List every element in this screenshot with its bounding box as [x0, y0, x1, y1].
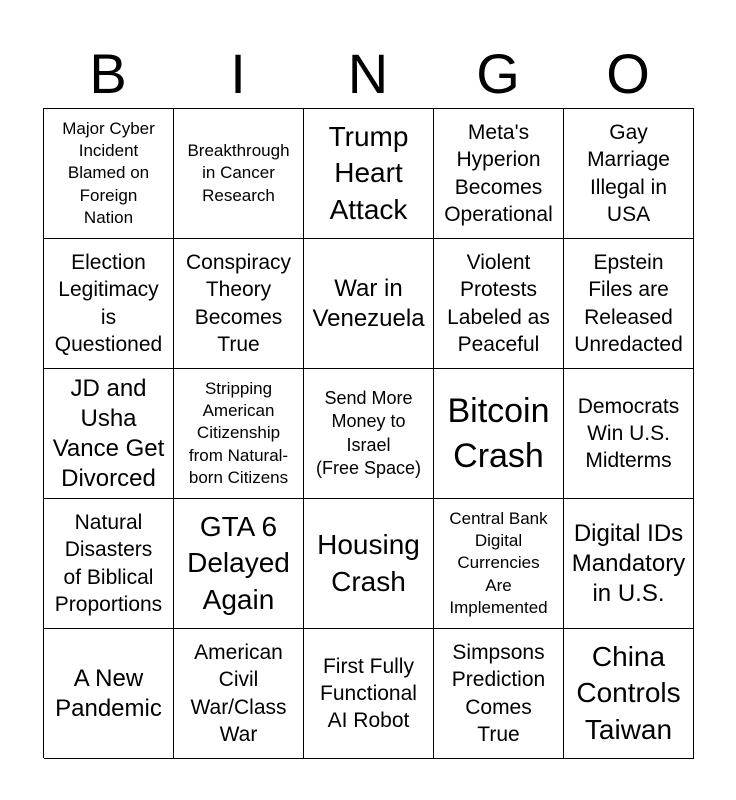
bingo-cell-label: A New Pandemic — [55, 664, 162, 722]
bingo-cell-label: War in Venezuela — [312, 274, 425, 332]
bingo-cell[interactable] — [174, 499, 304, 629]
bingo-cell[interactable] — [44, 629, 174, 759]
header-letter-g: G — [476, 42, 520, 105]
bingo-cell[interactable] — [434, 109, 564, 239]
bingo-cell[interactable] — [304, 109, 434, 239]
bingo-cell-label: Conspiracy Theory Becomes True — [185, 250, 292, 356]
bingo-cell-label: Central Bank Digital Currencies Are Implemented — [449, 509, 548, 617]
bingo-cell-label: Bitcoin Crash — [447, 392, 550, 475]
bingo-board — [43, 108, 694, 758]
bingo-cell-label: Major Cyber Incident Blamed on Foreign Nation — [62, 119, 155, 227]
bingo-cell[interactable] — [304, 629, 434, 759]
bingo-cell-label: Housing Crash — [317, 529, 420, 597]
bingo-cell-label: Digital IDs Mandatory in U.S. — [571, 519, 686, 607]
bingo-cell-label: Violent Protests Labeled as Peaceful — [447, 250, 550, 356]
bingo-cell[interactable] — [434, 239, 564, 369]
bingo-cell-label: American Civil War/Class War — [190, 640, 287, 746]
bingo-cell[interactable] — [44, 239, 174, 369]
bingo-cell-label: Simpsons Prediction Comes True — [451, 640, 546, 746]
header-letter-o: O — [606, 42, 650, 105]
bingo-cell-free-space[interactable] — [304, 369, 434, 499]
bingo-cell[interactable] — [564, 629, 694, 759]
bingo-cell[interactable] — [434, 499, 564, 629]
bingo-cell-label: Natural Disasters of Biblical Proportions — [54, 510, 163, 616]
bingo-cell-label: Meta's Hyperion Becomes Operational — [444, 120, 553, 226]
bingo-cell[interactable] — [44, 369, 174, 499]
bingo-cell-label: Epstein Files are Released Unredacted — [574, 250, 683, 356]
bingo-cell[interactable] — [564, 239, 694, 369]
bingo-cell-label: GTA 6 Delayed Again — [187, 510, 290, 615]
bingo-cell-label: Election Legitimacy is Questioned — [54, 250, 163, 356]
bingo-cell[interactable] — [434, 369, 564, 499]
bingo-cell[interactable] — [174, 369, 304, 499]
bingo-cell-label: Stripping American Citizenship from Natural- born Citizens — [188, 379, 289, 487]
bingo-cell[interactable] — [44, 499, 174, 629]
bingo-header — [43, 40, 693, 108]
bingo-cell[interactable] — [44, 109, 174, 239]
header-letter-b: B — [89, 42, 127, 105]
bingo-cell[interactable] — [174, 239, 304, 369]
bingo-cell-label: Send More Money to Israel (Free Space) — [315, 388, 422, 478]
header-letter-n: N — [347, 42, 389, 105]
bingo-cell-label: China Controls Taiwan — [576, 640, 681, 745]
bingo-cell[interactable] — [304, 239, 434, 369]
bingo-cell-label: Breakthrough in Cancer Research — [187, 141, 290, 205]
bingo-cell[interactable] — [564, 369, 694, 499]
bingo-cell[interactable] — [564, 109, 694, 239]
bingo-cell[interactable] — [174, 109, 304, 239]
header-letter-i: I — [230, 42, 246, 105]
bingo-cell-label: First Fully Functional AI Robot — [320, 654, 417, 733]
bingo-cell[interactable] — [564, 499, 694, 629]
bingo-cell[interactable] — [174, 629, 304, 759]
bingo-cell-label: Gay Marriage Illegal in USA — [587, 120, 670, 226]
bingo-cell[interactable] — [434, 629, 564, 759]
bingo-cell[interactable] — [304, 499, 434, 629]
bingo-cell-label: Trump Heart Attack — [328, 120, 409, 225]
bingo-cell-label: JD and Usha Vance Get Divorced — [52, 374, 165, 492]
bingo-cell-label: Democrats Win U.S. Midterms — [577, 394, 680, 473]
